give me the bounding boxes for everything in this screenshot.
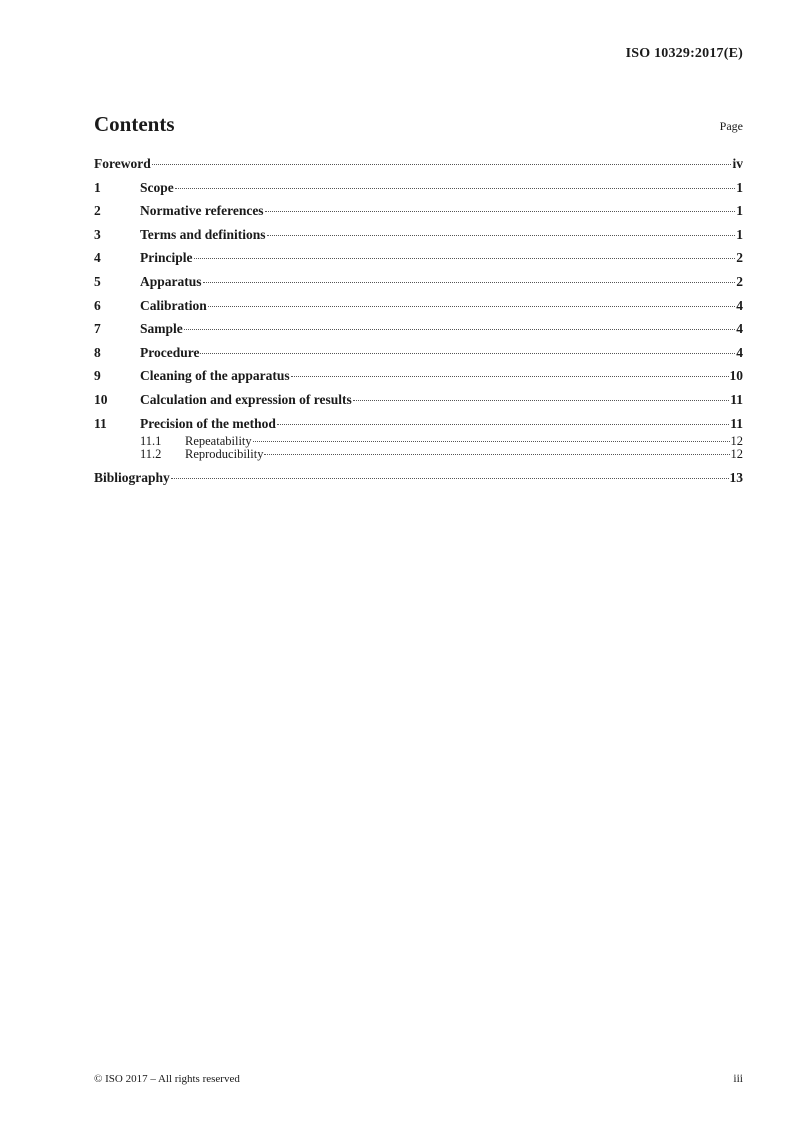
dot-leader bbox=[200, 353, 735, 354]
toc-entry-page: 12 bbox=[730, 433, 743, 448]
toc-entry-label: Normative references bbox=[140, 203, 264, 219]
dot-leader bbox=[203, 282, 736, 283]
toc-entry-number: 1 bbox=[94, 179, 101, 195]
toc-subentry-reproducibility[interactable] bbox=[94, 447, 743, 460]
page-column-label: Page bbox=[719, 119, 743, 133]
toc-entry-number: 7 bbox=[94, 321, 101, 337]
toc-entry-label: Sample bbox=[140, 321, 183, 337]
toc-entry-page: 2 bbox=[736, 273, 743, 289]
toc-entry-number: 11 bbox=[94, 415, 107, 431]
toc-entry-number: 10 bbox=[94, 391, 108, 407]
toc-entry-number: 8 bbox=[94, 344, 101, 360]
toc-entry-page: 13 bbox=[729, 469, 743, 485]
toc-entry-sample[interactable] bbox=[94, 321, 743, 345]
toc-entry-label: Cleaning of the apparatus bbox=[140, 368, 290, 384]
toc-entry-normative-references[interactable] bbox=[94, 203, 743, 227]
footer-page-number: iii bbox=[733, 1073, 743, 1085]
dot-leader bbox=[264, 454, 729, 455]
toc-entry-principle[interactable] bbox=[94, 250, 743, 274]
toc-entry-label: Precision of the method bbox=[140, 415, 276, 431]
toc-entry-foreword[interactable] bbox=[94, 156, 743, 180]
toc-entry-page: 10 bbox=[729, 368, 743, 384]
toc-entry-label: Apparatus bbox=[140, 273, 202, 289]
toc-entry-calculation[interactable] bbox=[94, 392, 743, 416]
toc-entry-label: Bibliography bbox=[94, 469, 170, 485]
toc-entry-page: 12 bbox=[730, 446, 743, 461]
document-id: ISO 10329:2017(E) bbox=[625, 46, 743, 61]
toc-entry-label: Procedure bbox=[140, 344, 200, 360]
toc-entry-page: iv bbox=[732, 156, 743, 171]
toc-entry-scope[interactable] bbox=[94, 180, 743, 204]
toc-entry-page: 1 bbox=[736, 203, 743, 219]
dot-leader bbox=[265, 211, 736, 212]
toc-entry-number: 6 bbox=[94, 297, 101, 313]
toc-entry-label: Scope bbox=[140, 179, 174, 195]
toc-entry-label: Terms and definitions bbox=[140, 226, 266, 242]
toc-entry-label: Calibration bbox=[140, 297, 207, 313]
toc-entry-precision[interactable] bbox=[94, 416, 743, 434]
toc-entry-page: 4 bbox=[736, 344, 743, 360]
toc-entry-number: 4 bbox=[94, 250, 101, 266]
dot-leader bbox=[277, 424, 729, 425]
toc-entry-label: Principle bbox=[140, 250, 193, 266]
dot-leader bbox=[267, 235, 736, 236]
toc-entry-label: Reproducibility bbox=[185, 446, 264, 461]
toc-entry-page: 4 bbox=[736, 297, 743, 313]
dot-leader bbox=[353, 400, 729, 401]
toc-entry-calibration[interactable] bbox=[94, 298, 743, 322]
toc-entry-label: Calculation and expression of results bbox=[140, 391, 352, 407]
toc-entry-page: 11 bbox=[730, 391, 743, 407]
dot-leader bbox=[175, 188, 736, 189]
toc-entry-number: 5 bbox=[94, 273, 101, 289]
page-title: Contents bbox=[94, 112, 175, 136]
toc-subentry-repeatability[interactable] bbox=[94, 434, 743, 447]
toc-entry-bibliography[interactable] bbox=[94, 470, 743, 494]
dot-leader bbox=[291, 376, 729, 377]
toc-entry-page: 2 bbox=[736, 250, 743, 266]
toc-entry-label: Repeatability bbox=[185, 433, 252, 448]
toc-entry-procedure[interactable] bbox=[94, 345, 743, 369]
toc-entry-page: 4 bbox=[736, 321, 743, 337]
dot-leader bbox=[194, 258, 736, 259]
table-of-contents bbox=[94, 156, 743, 493]
dot-leader bbox=[208, 306, 735, 307]
toc-entry-number: 3 bbox=[94, 226, 101, 242]
toc-entry-cleaning[interactable] bbox=[94, 368, 743, 392]
toc-entry-number: 11.2 bbox=[140, 446, 162, 461]
toc-entry-terms-and-definitions[interactable] bbox=[94, 227, 743, 251]
toc-entry-number: 11.1 bbox=[140, 433, 162, 448]
footer-copyright: © ISO 2017 – All rights reserved bbox=[94, 1073, 240, 1085]
dot-leader bbox=[171, 478, 729, 479]
toc-entry-page: 11 bbox=[730, 415, 743, 431]
dot-leader bbox=[253, 441, 730, 442]
toc-entry-page: 1 bbox=[736, 179, 743, 195]
dot-leader bbox=[184, 329, 735, 330]
toc-entry-label: Foreword bbox=[94, 156, 151, 171]
toc-entry-page: 1 bbox=[736, 226, 743, 242]
toc-entry-number: 9 bbox=[94, 368, 101, 384]
toc-entry-number: 2 bbox=[94, 203, 101, 219]
toc-entry-apparatus[interactable] bbox=[94, 274, 743, 298]
dot-leader bbox=[152, 164, 732, 165]
